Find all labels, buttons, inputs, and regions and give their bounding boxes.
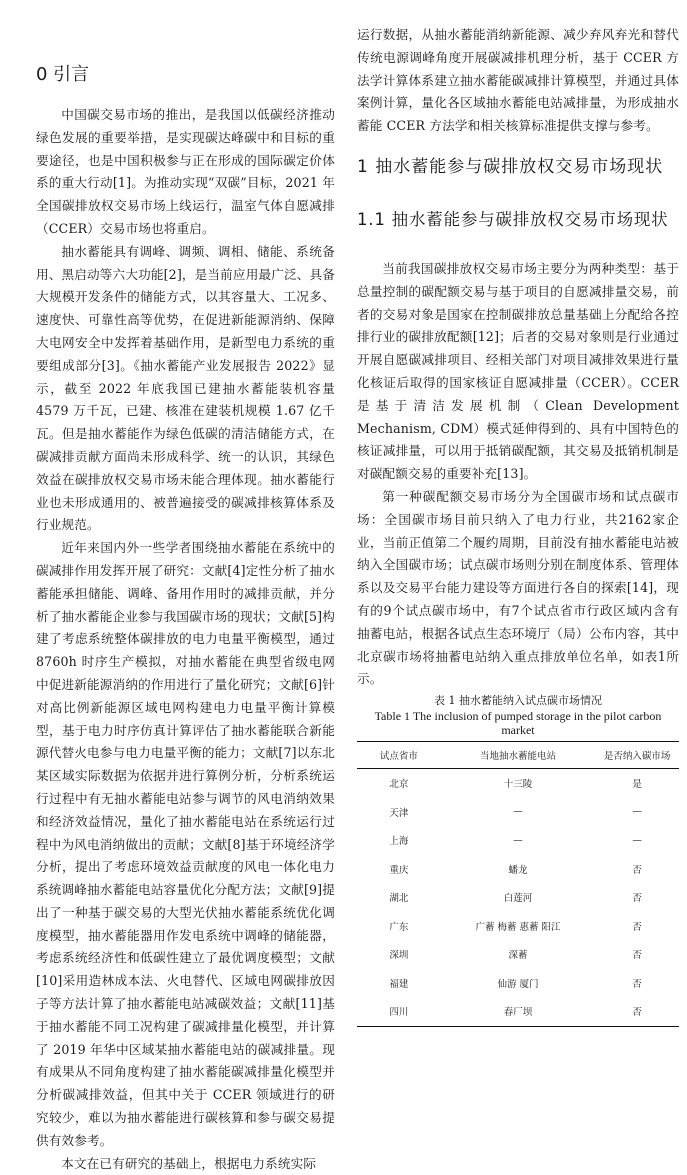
intro-paragraph-2: 抽水蓄能具有调峰、调频、调相、储能、系统备用、黑启动等六大功能[2]，是当前应用最广泛、具备大规模开发条件的储能方式，以其容量大、工况多、速度快、可靠性高等优势，在促进新能源消纳、保障大电网安全中发挥着基础作用，是新型电力系统的重要组成部分[3]。《抽水蓄能产业发展报告 2022》显示，截至 2022 年底我国已建抽水蓄能装机容量 4579 万千瓦，已建、核准在建装机规模 1.67 亿千瓦。但是抽水蓄能作为绿色低碳的清洁储能方式，在碳减排贡献方面尚未形成科学、统一的认识，其绿色效益在碳排放权交易市场未能合理体现。抽水蓄能行业也未形成通用的、被普遍接受的碳减排核算体系及行业规范。 (36, 243, 335, 533)
table-row (357, 969, 679, 998)
intro-continuation: 运行数据，从抽水蓄能消纳新能源、减少弃风弃光和替代传统电源调峰角度开展碳减排机理分析，基于 CCER 方法学计算体系建立抽水蓄能碳减排计算模型，并通过具体案例计算，量化各区域抽水蓄能电站减排量，为形成抽水蓄能 CCER 方法学和相关核算标准提供支撑与参考。 (357, 27, 679, 134)
table-row (357, 798, 679, 827)
table-row (357, 769, 679, 798)
cell-included: 否 (632, 1007, 642, 1019)
header-station: 当地抽水蓄能电站 (479, 751, 556, 763)
table-1 (357, 693, 679, 1027)
header-city: 试点省市 (379, 751, 418, 763)
cell-city: 天津 (389, 807, 409, 819)
cell-included: 否 (632, 950, 642, 962)
cell-station: 蟠龙 (508, 864, 528, 876)
cell-station: — (513, 806, 523, 818)
table-caption-en: Table 1 The inclusion of pumped storage in the pilot carbon market (374, 709, 662, 738)
cell-city: 北京 (389, 779, 409, 791)
intro-paragraph-4: 本文在已有研究的基础上，根据电力系统实际 (61, 1155, 317, 1171)
table-row (357, 997, 679, 1026)
section-1-1-paragraph-1: 当前我国碳排放权交易市场主要分为两种类型：基于总量控制的碳配额交易与基于项目的自愿减排量交易，前者的交易对象是国家在控制碳排放总量基础上分配给各控排行业的碳排放配额[12]；后者的交易对象则是行业通过开展自愿碳减排项目、经相关部门对项目减排效果进行量化核证后取得的国家核证自愿减排量（CCER）。CCER是基于清洁发展机制（Clean Development Mechanism, CDM）模式延伸得到的、具有中国特色的核证减排量，可以用于抵销碳配额，其交易及抵销机制是对碳配额交易的重要补充[13]。 (357, 260, 679, 482)
cell-city: 湖北 (389, 893, 409, 905)
cell-city: 重庆 (389, 864, 409, 876)
cell-station: — (513, 834, 523, 846)
cell-station: 春厂坝 (503, 1007, 533, 1019)
section-1-1-paragraph-2: 第一种碳配额交易市场分为全国碳市场和试点碳市场：全国碳市场目前只纳入了电力行业，共2162家企业，当前正值第二个履约周期，目前没有抽水蓄能电站被纳入全国碳市场；试点碳市场则分别在制度体系、管理体系以及交易平台能力建设等方面进行各自的探索[14]，现有的9个试点碳市场中，有7个试点省市行政区域内含有抽蓄电站，根据各试点生态环境厅（局）公布内容，其中北京碳市场将抽蓄电站纳入重点排放单位名单，如表1所示。 (357, 488, 679, 687)
intro-paragraph-1: 中国碳交易市场的推出，是我国以低碳经济推动绿色发展的重要举措，是实现碳达峰碳中和目标的重要途径，也是中国积极参与正在形成的国际碳定价体系的重大行动[1]。为推动实现“双碳”目标，2021 年全国碳排放权交易市场上线运行，温室气体自愿减排（CCER）交易市场也将重启。 (36, 107, 335, 236)
cell-included: 否 (632, 893, 642, 905)
table-row (357, 940, 679, 969)
intro-heading: 0 引言 (36, 64, 90, 85)
cell-city: 深圳 (389, 950, 409, 962)
intro-paragraph-3: 近年来国内外一些学者围绕抽水蓄能在系统中的碳减排作用发挥开展了研究：文献[4]定性分析了抽水蓄能承担储能、调峰、备用作用时的减排贡献，并分析了抽水蓄能企业参与我国碳市场的现状；文献[5]构建了考虑系统整体碳排放的电力电量平衡模型，通过 8760h 时序生产模拟，对抽水蓄能在典型省级电网中促进新能源消纳的作用进行了量化研究；文献[6]针对高比例新能源区域电网构建电力电量平衡计算模型，基于电力时序仿真计算评估了抽水蓄能联合新能源代替火电参与电力电量平衡的能力；文献[7]以东北某区域实际数据为依据并进行算例分析，分析系统运行过程中有无抽水蓄能电站参与调节的风电消纳效果和经济效益情况，量化了抽水蓄能电站在系统运行过程中为风电消纳做出的贡献；文献[8]基于环境经济学分析，提出了考虑环境效益贡献度的风电一体化电力系统调峰抽水蓄能电站容量优化分配方法；文献[9]提出了一种基于碳交易的大型光伏抽水蓄能系统优化调度模型，抽水蓄能器用作发电系统中调峰的储能器，考虑系统经济性和低碳性建立了最优调度模型；文献[10]采用造林成本法、火电替代、区域电网碳排放因子等方法计算了抽水蓄能电站减碳效益；文献[11]基于抽水蓄能不同工况构建了碳减排量化模型，并计算了 2019 年华中区域某抽水蓄能电站的碳减排量。现有成果从不同角度构建了抽水蓄能碳减排量化模型并分析碳减排效益，但其中关于 CCER 领域进行的研究较少，难以为抽水蓄能进行碳核算和参与碳交易提供有效参考。 (36, 540, 335, 1148)
cell-included: — (632, 806, 642, 818)
cell-included: 是 (632, 779, 642, 791)
table-row (357, 855, 679, 884)
cell-station: 广蓄 梅蓄 惠蓄 阳江 (475, 921, 561, 933)
cell-included: 否 (632, 978, 642, 990)
cell-city: 福建 (389, 978, 409, 990)
table-row (357, 912, 679, 941)
cell-city: 上海 (389, 836, 409, 848)
table-row (357, 826, 679, 855)
header-included: 是否纳入碳市场 (603, 751, 671, 763)
table-caption-cn: 表 1 抽水蓄能纳入试点碳市场情况 (434, 694, 602, 708)
section-1-1-heading: 1.1 抽水蓄能参与碳排放权交易市场现状 (357, 209, 669, 229)
cell-station: 十三陵 (503, 779, 533, 791)
table-row (357, 883, 679, 912)
cell-included: 否 (632, 864, 642, 876)
cell-included: 否 (632, 921, 642, 933)
table-header-row (357, 742, 679, 769)
cell-city: 广东 (389, 921, 409, 933)
cell-included: — (632, 834, 642, 846)
cell-station: 深蓄 (508, 950, 528, 962)
section-1-heading: 1 抽水蓄能参与碳排放权交易市场现状 (357, 156, 664, 177)
cell-station: 白莲河 (503, 893, 533, 905)
data-table (357, 741, 679, 1027)
cell-city: 四川 (389, 1007, 409, 1019)
cell-station: 仙游 厦门 (497, 978, 539, 990)
